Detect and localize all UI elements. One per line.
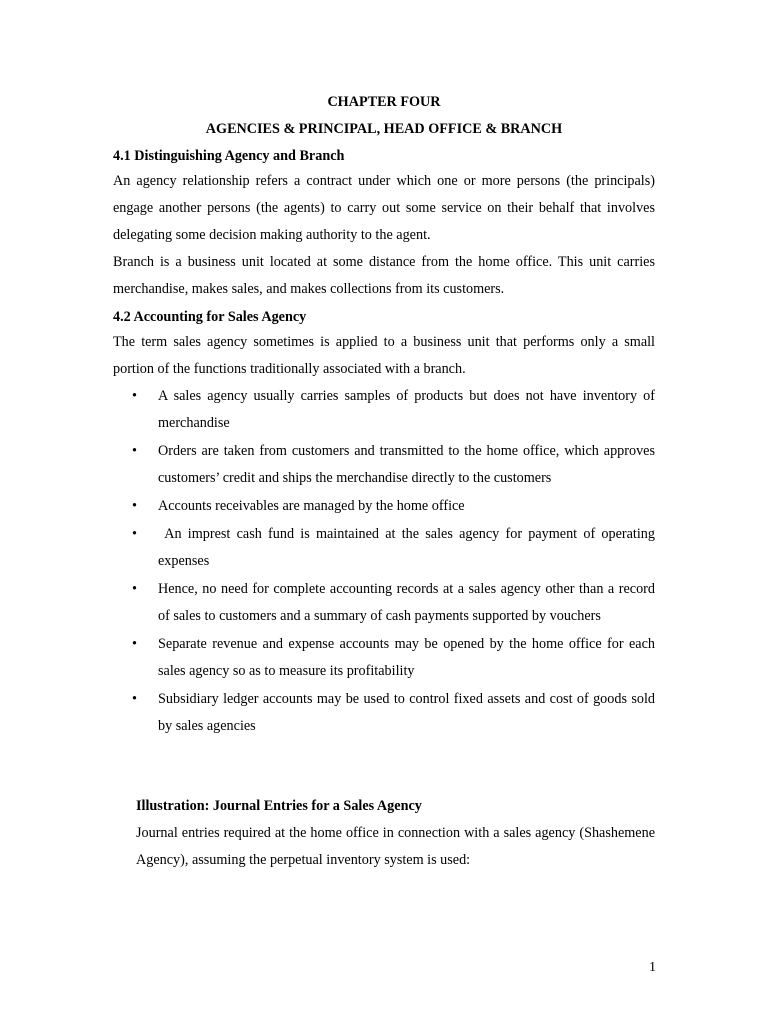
- list-item-text: Separate revenue and expense accounts may be opened by the home office for each sales agency so as to measure its profitability: [158, 636, 655, 679]
- list-item-text: Orders are taken from customers and transmitted to the home office, which approves customers’ credit and ships the merchandise directly to the customers: [158, 443, 655, 486]
- list-item: [113, 631, 655, 685]
- illustration-heading: Illustration: Journal Entries for a Sales Agency: [136, 798, 422, 814]
- bullet-icon: •: [132, 636, 137, 652]
- list-item: [113, 686, 655, 740]
- illustration-paragraph: Journal entries required at the home office in connection with a sales agency (Shashemene Agency), assuming the perpetual inventory system is used:: [136, 825, 655, 868]
- list-item-text: Hence, no need for complete accounting records at a sales agency other than a record of sales to customers and a summary of cash payments supported by vouchers: [158, 581, 655, 624]
- sales-agency-intro-paragraph: The term sales agency sometimes is applied to a business unit that performs only a small portion of the functions traditionally associated with a branch.: [113, 334, 655, 377]
- list-item-text: Subsidiary ledger accounts may be used to control fixed assets and cost of goods sold by sales agencies: [158, 691, 655, 734]
- list-item: [113, 438, 655, 492]
- list-item-text: Accounts receivables are managed by the home office: [158, 498, 465, 514]
- bullet-icon: •: [132, 388, 137, 404]
- list-item: [113, 383, 655, 437]
- list-item: [113, 576, 655, 630]
- branch-definition-paragraph: Branch is a business unit located at some distance from the home office. This unit carries merchandise, makes sales, and makes collections from its customers.: [113, 254, 655, 297]
- list-item: [113, 521, 659, 575]
- page-number: 1: [649, 960, 656, 975]
- section-heading-4-2: 4.2 Accounting for Sales Agency: [113, 309, 307, 325]
- list-item-text: An imprest cash fund is maintained at the sales agency for payment of operating expenses: [158, 526, 659, 569]
- bullet-icon: •: [132, 691, 137, 707]
- agency-definition-paragraph: An agency relationship refers a contract under which one or more persons (the principals) engage another persons (the agents) to carry out some service on their behalf that involves delegating some decision making authority to the agent.: [113, 173, 655, 243]
- bullet-icon: •: [132, 443, 137, 459]
- chapter-title: CHAPTER FOUR: [327, 94, 441, 110]
- bullet-icon: •: [132, 498, 137, 514]
- section-heading-4-1: 4.1 Distinguishing Agency and Branch: [113, 148, 345, 164]
- list-item-text: A sales agency usually carries samples of products but does not have inventory of merchandise: [158, 388, 655, 431]
- sales-agency-bullet-list: [113, 383, 659, 741]
- list-item: [113, 493, 655, 520]
- chapter-subtitle: AGENCIES & PRINCIPAL, HEAD OFFICE & BRANCH: [205, 121, 563, 137]
- bullet-icon: •: [132, 526, 137, 542]
- bullet-icon: •: [132, 581, 137, 597]
